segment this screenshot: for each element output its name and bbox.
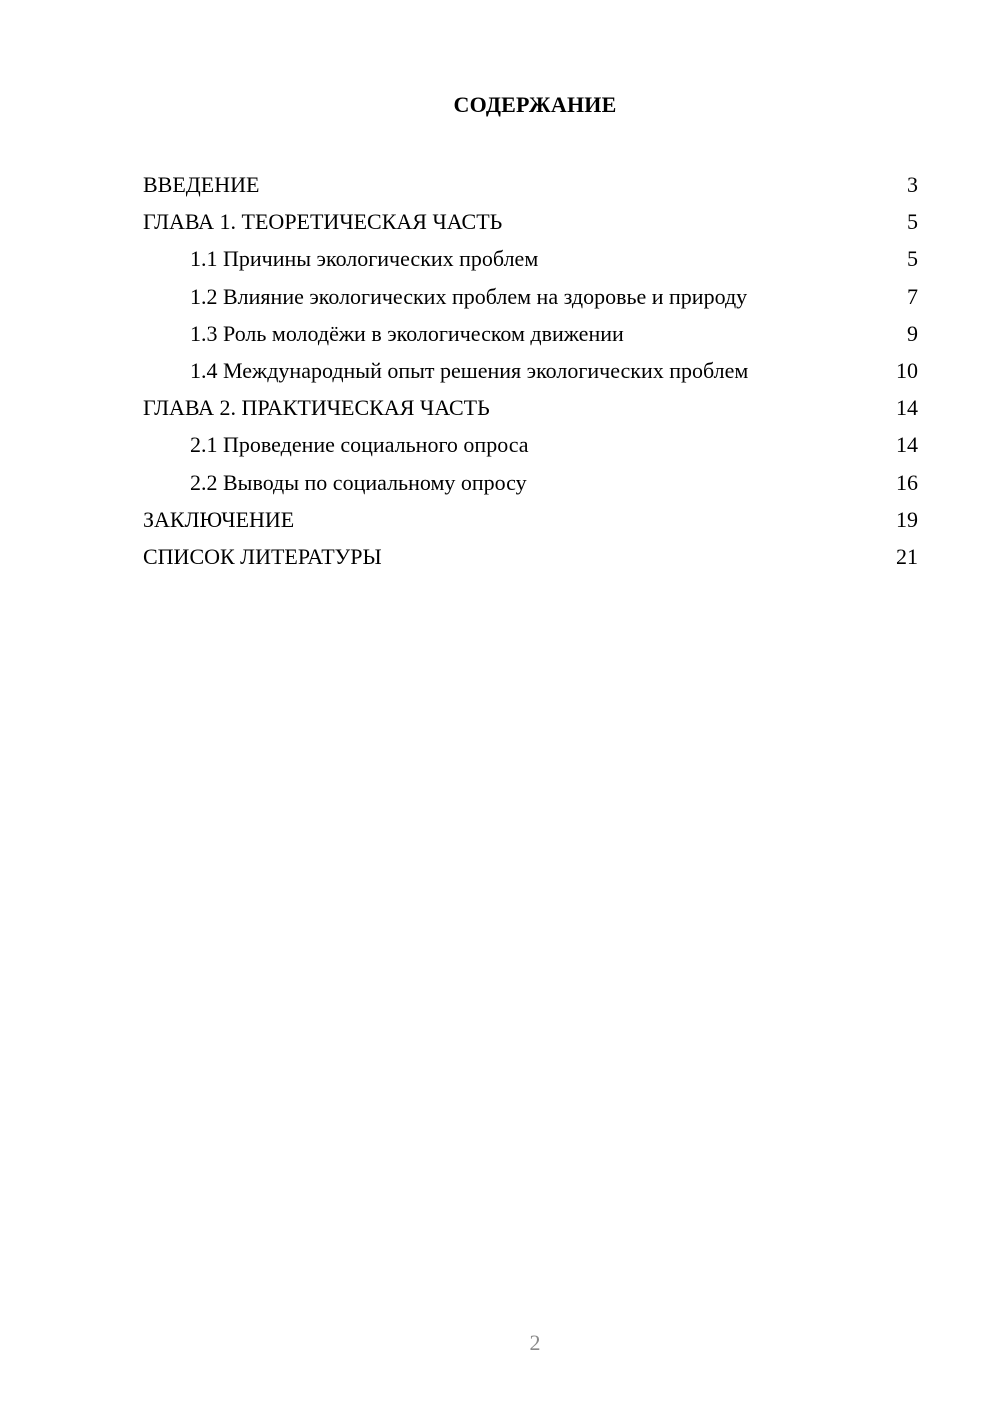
toc-entry-label: ЗАКЛЮЧЕНИЕ [143,506,295,532]
table-of-contents [143,166,918,575]
toc-entry-page: 16 [896,469,918,495]
toc-entry-page: 3 [907,172,918,197]
toc-entry-label: 1.3 Роль молодёжи в экологическом движении [190,320,624,346]
toc-entry-section-2-1 [143,426,918,463]
toc-entry-label: 1.1 Причины экологических проблем [190,246,539,272]
toc-entry-label: 2.1 Проведение социального опроса [190,432,529,458]
toc-entry-label: ГЛАВА 1. ТЕОРЕТИЧЕСКАЯ ЧАСТЬ [143,209,503,235]
toc-entry-page: 14 [896,395,918,421]
toc-entry-section-1-3 [143,315,918,352]
toc-heading: СОДЕРЖАНИЕ [453,92,617,117]
toc-entry-page: 9 [907,320,918,346]
toc-entry-bibliography [143,538,918,575]
toc-entry-section-1-4 [143,352,918,389]
toc-entry-page: 5 [907,209,918,235]
toc-entry-page: 10 [896,357,918,383]
toc-entry-page: 21 [896,543,918,569]
toc-entry-section-1-2 [143,278,918,315]
toc-entry-introduction [143,166,918,203]
toc-entry-chapter-2 [143,389,918,426]
toc-entry-conclusion [143,501,918,538]
page-number: 2 [529,1330,541,1355]
toc-entry-section-2-2 [143,464,918,501]
toc-entry-chapter-1 [143,203,918,240]
toc-entry-section-1-1 [143,240,918,277]
toc-entry-page: 14 [896,432,918,458]
toc-entry-label: СПИСОК ЛИТЕРАТУРЫ [143,543,382,569]
toc-entry-page: 5 [907,246,918,272]
toc-entry-label: 1.4 Международный опыт решения экологических проблем [190,357,749,383]
toc-entry-page: 7 [907,283,918,309]
toc-entry-label: 2.2 Выводы по социальному опросу [190,469,527,495]
toc-entry-page: 19 [896,506,918,532]
toc-entry-label: 1.2 Влияние экологических проблем на здоровье и природу [190,283,748,309]
toc-entry-label: ВВЕДЕНИЕ [143,172,260,197]
toc-entry-label: ГЛАВА 2. ПРАКТИЧЕСКАЯ ЧАСТЬ [143,395,490,421]
